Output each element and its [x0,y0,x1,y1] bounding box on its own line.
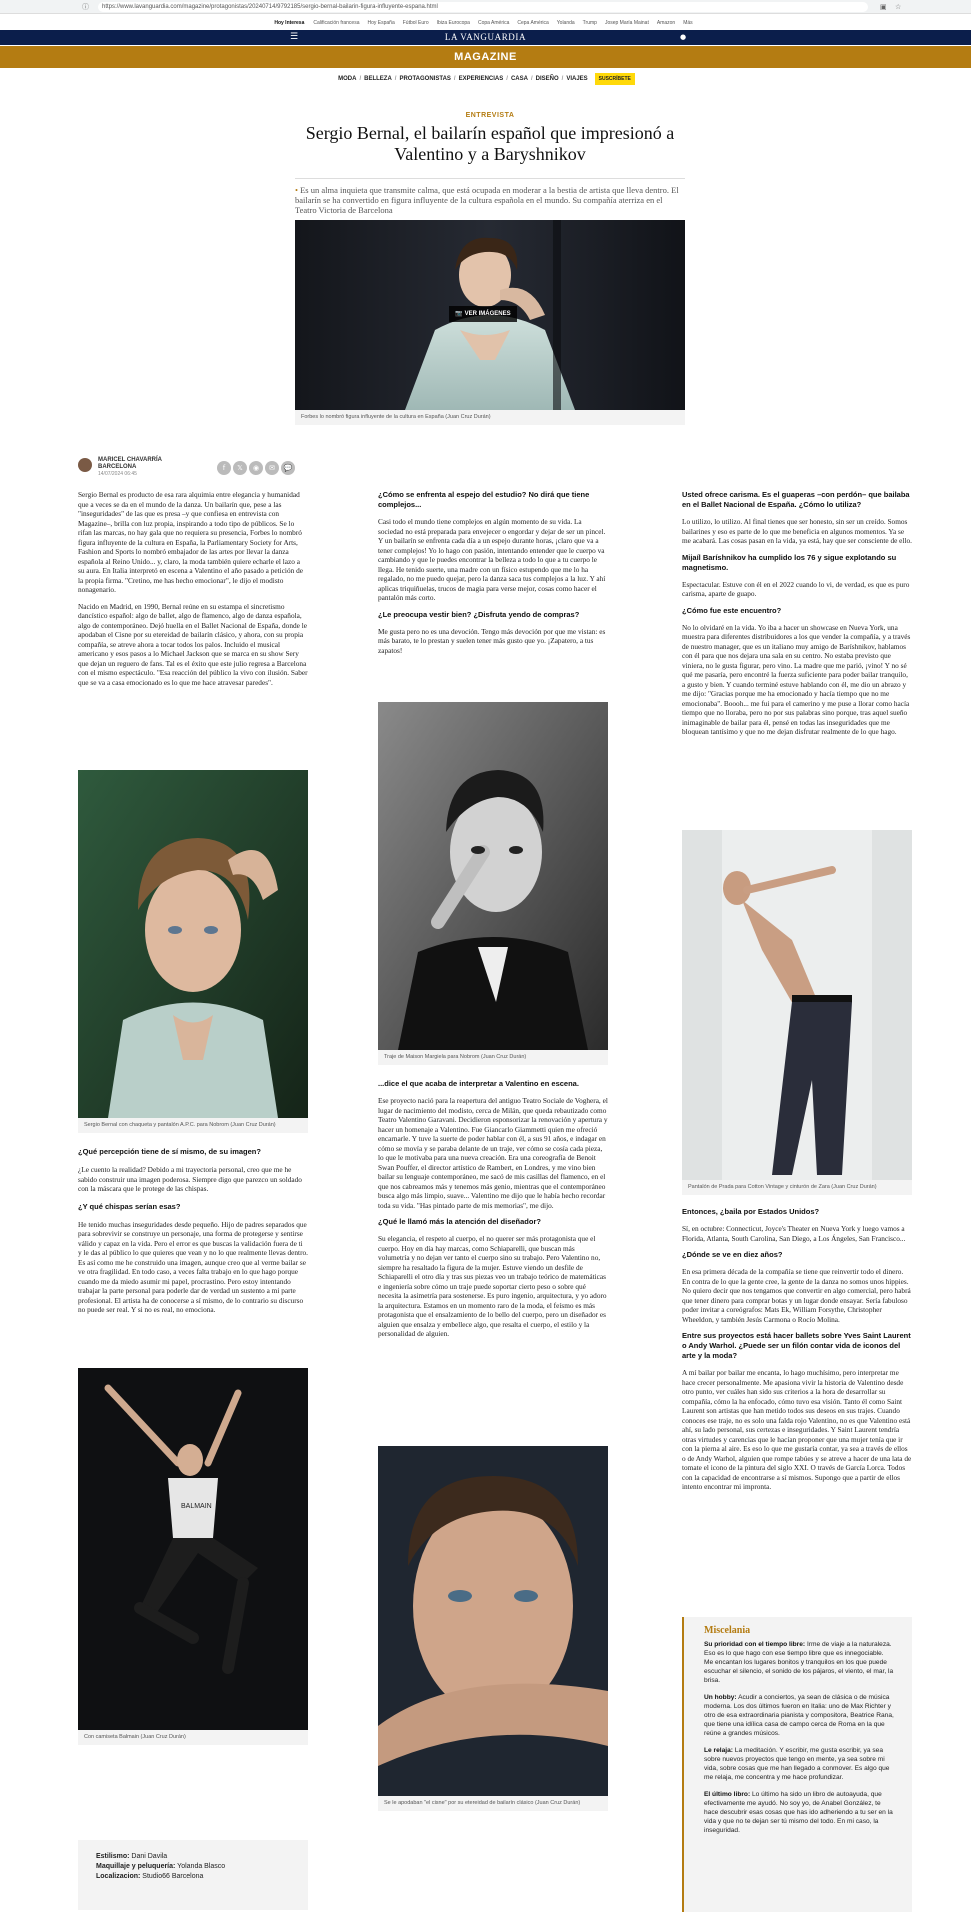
magazine-banner [0,46,971,68]
magazine-logo[interactable]: MAGAZINE [454,51,517,63]
question: ¿Cómo se enfrenta al espejo del estudio? No dirá que tiene complejos... [378,490,590,509]
answer: Casi todo el mundo tiene complejos en algún momento de su vida. La sociedad no está preparada para envejecer o engordar y dejar de ser un pincel. Y un bailarín se enfrenta cada día a un espejo durante horas, ¡claro que va a tener complejos! Yo lo hago con pasión, intentando entender que le cuerpo va cambiando y que le puedes encontrar la belleza a todo lo que a tu cuerpo le llega. He tenido suerte, una madre con un físico estupendo que me lo ha regalado, no me puedo quejar, pero la danza saca tus complejos a la luz. Y ahí aplicas triquiñuelas, trucos de magia para verse mejor, cosas como hacer el pantalón más corto. [378,517,606,602]
answer: Su elegancia, el respeto al cuerpo, el no querer ser más protagonista que el cuerpo. Hoy en día hay marcas, como Schiaparelli, que buscan más volumetría y no dejan ver tanto el cuerpo sino su trabajo. Pero Valentino no, siempre ha resaltado la figura de la mujer. Estuve viendo un desfile de Schiaparelli el otro día y tras sus piezas veo un trabajo teórico de matemáticas e ingeniería sobre cómo un traje puede soportar cierto peso o sobre qué necesita la asimetría para sostenerse. Es puro ingenio, arquitectura, y yo adoro la arquitectura. Estamos en un momento raro de la moda, el feísmo es más protagonista que el ensalzamiento de lo bello del cuerpo, pero un diseñador es alguien que ensalza y embellece algo, que resalta el cuerpo, el estilo y la personalidad de alguien. [378,1234,607,1338]
answer: ¿Le cuento la realidad? Debido a mi trayectoria personal, creo que me he sabido construir una imagen poderosa. Siempre digo que parezco un soldado con la máscara que le protege de las chispas. [78,1165,302,1193]
photo-caption: Traje de Maison Margiela para Nobrom (Juan Cruz Durán) [378,1050,608,1065]
article-kicker: ENTREVISTA [465,112,515,119]
user-icon[interactable]: ● [680,33,687,41]
credit-label: Localizacion: [96,1873,141,1880]
question: ¿Qué le llamó más la atención del diseñador? [378,1217,541,1226]
tshirt-print: BALMAIN [181,1503,212,1510]
article-column-2 [378,490,608,655]
credit-styling [96,1852,290,1862]
photo-dancer-jump[interactable] [78,1368,308,1730]
misc-item [704,1693,894,1738]
question: ¿Qué percepción tiene de sí mismo, de su imagen? [78,1147,261,1156]
paragraph: Nacido en Madrid, en 1990, Bernal reúne en su estampa el sincretismo dancístico español: algo de ballet, algo de flamenco, algo de danza española, algo de contemporáneo. Dejó huella en el Ballet Nacional de España, donde le apodaban el Cisne por su etereidad de bailarín clásico, y ahora, con su propia compañía, se atreve ahora a tocar todos los palos. Incluido el musical americano y esos pasos a lo Michael Jackson que se marca en su show Sery que dejan un reguero de fans. Tal es el éxito que este julio regresa a Barcelona con el mismo espectáculo. "Esa reacción del público la vivo con ilusión. Saber que se va a casa emocionado es lo que me hace atravesar paredes". [78,601,308,687]
whatsapp-share-icon[interactable]: ◉ [249,461,263,475]
miscelania-title: Miscelania [704,1625,751,1636]
question: Usted ofrece carisma. Es el guaperas –con perdón– que bailaba en el Ballet Nacional de España. ¿Cómo lo utiliza? [682,490,910,509]
credit-label: Estilismo: [96,1853,130,1860]
article-subtitle [295,178,685,215]
misc-item [704,1746,894,1782]
site-header [0,30,971,45]
photo-mirror-bw[interactable] [378,702,608,1050]
nav-item-protagonistas[interactable]: PROTAGONISTAS [399,76,451,82]
bw-portrait-illustration [378,702,608,1050]
subtitle-text: Es un alma inquieta que transmite calma, que está ocupada en moderar a la bestia de artista que lleva dentro. El bailarín se ha convertido en figura influyente de la cultura española en el mundo. Su compañía aterriza en el Teatro Victoria de Barcelona [295,185,679,215]
dancer-illustration [78,1368,308,1730]
author-city: BARCELONA [98,464,137,470]
facebook-share-icon[interactable]: f [217,461,231,475]
answer: A mí bailar por bailar me encanta, lo hago muchísimo, pero interpretar me hace crecer personalmente. Me apasiona vivir la historia de Valentino desde otro punto, ver cuáles han sido sus criterios a la hora de desarrollar su compañía, cómo la ha enfocado, cómo tuvo esa visión. Tanto él como Saint Laurent son artistas que han metido todos sus deseos en sus trajes. Cuando conoces ese traje, no es solo una falda rojo Valentino, no es que Valentino está ahí, su lado personal, sus certezas e inseguridades. Y Saint Laurent tendría otras virtudes y carencias que le hacían proponer que una mujer tenía que ir con la pierna al aire. Es eso lo que me gustaría contar, ya sea a través de ellos o de Andy Warhol, alguien que rompe tabúes y se atreve a hacer de una lata de tomate el icono de la pintura del siglo XXI. O través de García Lorca. Todos con la capacidad de encontrarse a sí mismos. Supongo que a partir de ellos intento encontrar mi impronta. [682,1368,912,1491]
answer: He tenido muchas inseguridades desde pequeño. Hijo de padres separados que para sobrevivir se construye un personaje, una forma de protegerse y sentirse válido y capaz en la vida. Pero el error es que buscas la validación fuera de ti y le das al público lo que quieres que vean y no lo que realmente llevas dentro. Es así como me he construido una imagen, aunque creo que al verme bailar se ve otra fragilidad. En todo caso, a veces falta trabajo en lo que hago porque cuando me da miedo asumir mi papel, procrastino. Pero estoy intentando trabajar la parte personal para poderle dar de verdad un sustento a mi parte profesional. El artista ha de conocerse a sí mismo, de lo contrario su discurso no puede ser real. Y si no es real, no emociona. [78,1219,308,1314]
nav-item-belleza[interactable]: BELLEZA [364,76,392,82]
misc-value: Acudir a conciertos, ya sean de clásica o de música moderna. Los dos últimos fueron en Italia: uno de Max Richter y otro de esa extraordinaria pianista y compositora, Beatrice Rana, que tiene una idílica casa de campo cerca de Roma en la que reúne a grandes músicos. [704,1694,894,1737]
x-share-icon[interactable]: 𝕏 [233,461,247,475]
misc-value: Irme de viaje a la naturaleza. Eso es lo que hago con ese tiempo libre que es innegociable. Me encantan los lugares bonitos y tranquilos en los que puede escuchar el silencio, el sonido de los pájaros, el viento, el mar, la brisa. [704,1641,894,1684]
camera-icon: 📷 [455,311,463,317]
bookmark-star-icon[interactable]: ☆ [895,3,902,11]
portrait-illustration [78,770,308,1118]
credit-value: Dani Davila [129,1853,168,1860]
address-bar[interactable]: https://www.lavanguardia.com/magazine/protagonistas/20240714/9792185/sergio-bernal-bailarin-figura-influyente-espana.html [98,2,868,12]
hero-photo[interactable] [295,220,685,410]
trending-item[interactable]: Fútbol Euro [402,20,429,26]
trending-item[interactable]: Más [683,20,693,26]
site-logo[interactable]: LA VANGUARDIA [444,32,527,42]
article-title: Sergio Bernal, el bailarín español que impresionó a Valentino y a Baryshnikov [305,123,675,164]
trending-item[interactable]: Yolanda [556,20,575,26]
photo-caption: Pantalón de Prada para Cotton Vintage y cinturón de Zara (Juan Cruz Durán) [682,1180,912,1195]
pose-illustration [682,830,912,1180]
misc-label: Un hobby: [704,1694,737,1701]
misc-value: Lo último ha sido un libro de autoayuda, que efectivamente me ayudó. No soy yo, de Anabel González, te hace descubrir esas cosas que has ido adheriendo a tu ser en la vida y que no te dejan ser tú mismo del todo. En mi caso, la inseguridad. [704,1791,893,1834]
photo-shirtless-pose[interactable] [682,830,912,1180]
hamburger-menu-icon[interactable]: ☰ [290,32,299,42]
question: ¿Cómo fue este encuentro? [682,605,782,615]
answer: En esa primera década de la compañía se tiene que reinvertir todo el dinero. En contra de lo que la gente cree, la gente de la danza no somos unos hippies. No quiero decir que nos tengamos que convertir en algo comercial, pero habrá que tener dinero para comprar botas y un lugar donde ensayar. Sería fabuloso poder invitar a coreógrafos: Mats Ek, William Forsythe, Christopher Wheeldon, y también Jesús Carmona o Rocío Molina. [682,1267,911,1324]
trending-label: Hoy Interesa [274,20,305,26]
photo-caption: Se le apodaban "el cisne" por su etereidad de bailarín clásico (Juan Cruz Durán) [378,1796,608,1811]
misc-label: Su prioridad con el tiempo libre: [704,1641,806,1648]
trending-item[interactable]: Hoy España [367,20,395,26]
nav-item-diseno[interactable]: DISEÑO [535,76,559,82]
credit-value: Yolanda Blasco [175,1863,226,1870]
trending-bar [0,16,971,30]
misc-label: El último libro: [704,1791,751,1798]
nav-item-casa[interactable]: CASA [510,76,528,82]
answer: Ese proyecto nació para la reapertura del antiguo Teatro Sociale de Voghera, el lugar de nacimiento del modisto, cerca de Milán, que queda rebautizado como Teatro Valentino Garavani. Decidieron esponsorizar la renovación y apertura y hacer un homenaje a Valentino. Fue Giancarlo Giammetti quien me ofreció encarnarle. Y tuve la suerte de poder hablar con él, a sus 91 años, e indagar en cómo se movía y se paraba delante de un traje, ver cómo se cosía cada pieza, lo que le motivaba para una nueva creación. Era una coreografía de Benoit Swan Pouffer, el director artístico de Rambert, en Londres, y me vino bien bailar su lenguaje contemporáneo, me sacó de mis casillas del flamenco, en el que nos cabreamos más y tenemos más genio, mientras que el contemporáneo busca algo más limpio, suave... Valentino me dijo que le había hecho recordar toda su vida. "Has pintado parte de mis memorias", me dijo. [378,1096,608,1210]
author-name[interactable]: MARICEL CHAVARRÍA [98,457,162,463]
photo-closeup[interactable] [378,1446,608,1796]
answer: Lo utilizo, lo utilizo. Al final tienes que ser honesto, sin ser un creído. Somos bailarines y eso es parte de lo que me beneficia en algunos momentos. Ya se me acabará. Las cosas pasan en la vida, ya está, hay que ser consciente de ello. [682,517,912,545]
article-column-2-qa [378,1079,608,1339]
share-buttons [217,457,307,473]
nav-item-moda[interactable]: MODA [338,76,357,82]
credit-value: Studio66 Barcelona [140,1873,204,1880]
credit-location [96,1872,290,1882]
trending-item[interactable]: Copa América [477,20,510,26]
subscribe-button[interactable]: SUSCRÍBETE [595,73,635,85]
browser-toolbar [0,0,971,14]
trending-item[interactable]: Amazon [656,20,676,26]
miscelania-box [682,1617,912,1912]
article-column-1 [78,490,308,687]
article-column-3-qa [682,1207,912,1492]
comments-icon[interactable]: 💬 [281,461,295,475]
email-share-icon[interactable]: ✉ [265,461,279,475]
photo-caption: Con camiseta Balmain (Juan Cruz Durán) [78,1730,308,1745]
question: ¿Y qué chispas serían esas? [78,1201,181,1211]
photo-portrait-green[interactable] [78,770,308,1118]
misc-item [704,1790,894,1835]
misc-label: Le relaja: [704,1747,733,1754]
question: Mijaíl Baríshnikov ha cumplido los 76 y sigue explotando su magnetismo. [682,552,897,572]
hero-caption: Forbes lo nombró figura influyente de la cultura en España (Juan Cruz Durán) [295,410,685,425]
question: Entonces, ¿baila por Estados Unidos? [682,1207,820,1216]
question: ...dice el que acaba de interpretar a Valentino en escena. [378,1079,579,1088]
trending-item[interactable]: Cepa América [517,20,549,26]
answer: Sí, en octubre: Connecticut, Joyce's Theater en Nueva York y luego vamos a Florida, Atlanta, South Carolina, San Diego, a Los Ángeles, San Francisco... [682,1224,906,1243]
credit-makeup [96,1862,290,1872]
article-column-1-qa [78,1147,308,1315]
trending-item[interactable]: Josep María Mainat [604,20,649,26]
extension-icon[interactable]: ▣ [880,3,887,11]
author-avatar[interactable] [78,458,92,472]
question: Entre sus proyectos está hacer ballets sobre Yves Saint Laurent o Andy Warhol. ¿Puede ser un filón contar vida de iconos del arte y la moda? [682,1331,911,1360]
answer: No lo olvidaré en la vida. Yo iba a hacer un showcase en Nueva York, una muestra para diferentes distribuidores a los que vender la compañía, y a través de nuestro manager, que es un italiano muy amigo de Baríshnikov, hablamos con él para que nos dejara una sala en su centro. No estaba previsto que viniera, no le gusta figurar, pero vino. La madre que me parió, ¡vino! Y no sé qué me pasaría, pero encontré la fuerza suficiente para poder bailar tranquilo, a gusto y bien. Y cuando terminé estuve hablando con él, me dio un abrazo y me dijo: "Gracias porque me ha emocionado y hacía tiempo que no me emocionaba". Boooh... me fui para el camerino y me puse a llorar como hacía tiempo que no lloraba, pero no por sus palabras sino porque, tras aquel sueño inimaginable de bailar para él, pensé en todas las inseguridades que me bloquean tantísimo y que no me dejan disfrutar realmente de lo que hago. [682,622,911,736]
answer: Espectacular. Estuve con él en el 2022 cuando lo vi, de verdad, es que es puro carisma, aparte de guapo. [682,579,910,598]
trending-item[interactable]: Calificación francesa [313,20,360,26]
paragraph: Sergio Bernal es producto de esa rara alquimia entre elegancia y humanidad que a veces se da en el mundo de la danza. Un bailarín que, pese a las "inseguridades" de las que es presa –y que confiesa en entrevista con Magazine–, brilla con luz propia, inspirando a todo tipo de públicos. Se lo rifan las marcas, no hay gala que no requiera su presencia, Forbes lo nombró figura influyente de la cultura en España, la Parliamentary Society for Arts, Fashion and Sports lo nombró embajador de las artes por llevar la danza española al Reino Unido... y, claro, la moda también quiere echarle el lazo a su aura. En Italia interpretó en escena a Valentino el año pasado a petición de la propia firma. "Cretino, me has hecho emocionar", le dijo el modisto nonagenario. [78,490,303,594]
misc-value: La meditación. Y escribir, me gusta escribir, ya sea sobre nuevos proyectos que tengo en mente, ya sea sobre mi vida, sobre cosas que me han llegado a conmover. Es algo que me relaja, me concentra y me hace profundizar. [704,1747,890,1781]
nav-item-viajes[interactable]: VIAJES [566,76,588,82]
credits-box [78,1840,308,1910]
nav-item-experiencias[interactable]: EXPERIENCIAS [458,76,504,82]
subtitle-bullet: • [295,185,298,195]
publish-date: 14/07/2024 06:45 [98,471,137,477]
view-images-button[interactable] [449,306,517,322]
question: ¿Le preocupa vestir bien? ¿Disfruta yendo de compras? [378,609,580,619]
question: ¿Dónde se ve en diez años? [682,1250,783,1259]
section-nav: MODA / BELLEZA / PROTAGONISTAS / EXPERIENCIAS / CASA / DISEÑO / VIAJES SUSCRÍBETE [0,72,971,86]
view-images-label: VER IMÁGENES [464,311,511,317]
article-column-3 [682,490,912,737]
trending-item[interactable]: Ibiza Eurocopa [436,20,470,26]
answer: Me gusta pero no es una devoción. Tengo más devoción por que me vistan: es más barato, te lo prestan y suelen tener más gusto que yo. ¡Zapatero, a tus zapatos! [378,626,606,655]
misc-item [704,1640,894,1685]
credit-label: Maquillaje y peluquería: [96,1863,176,1870]
trending-item[interactable]: Trump [582,20,597,26]
photo-caption: Sergio Bernal con chaqueta y pantalón A.P.C. para Nobrom (Juan Cruz Durán) [78,1118,308,1133]
info-icon[interactable]: ⓘ [82,3,89,11]
closeup-illustration [378,1446,608,1796]
